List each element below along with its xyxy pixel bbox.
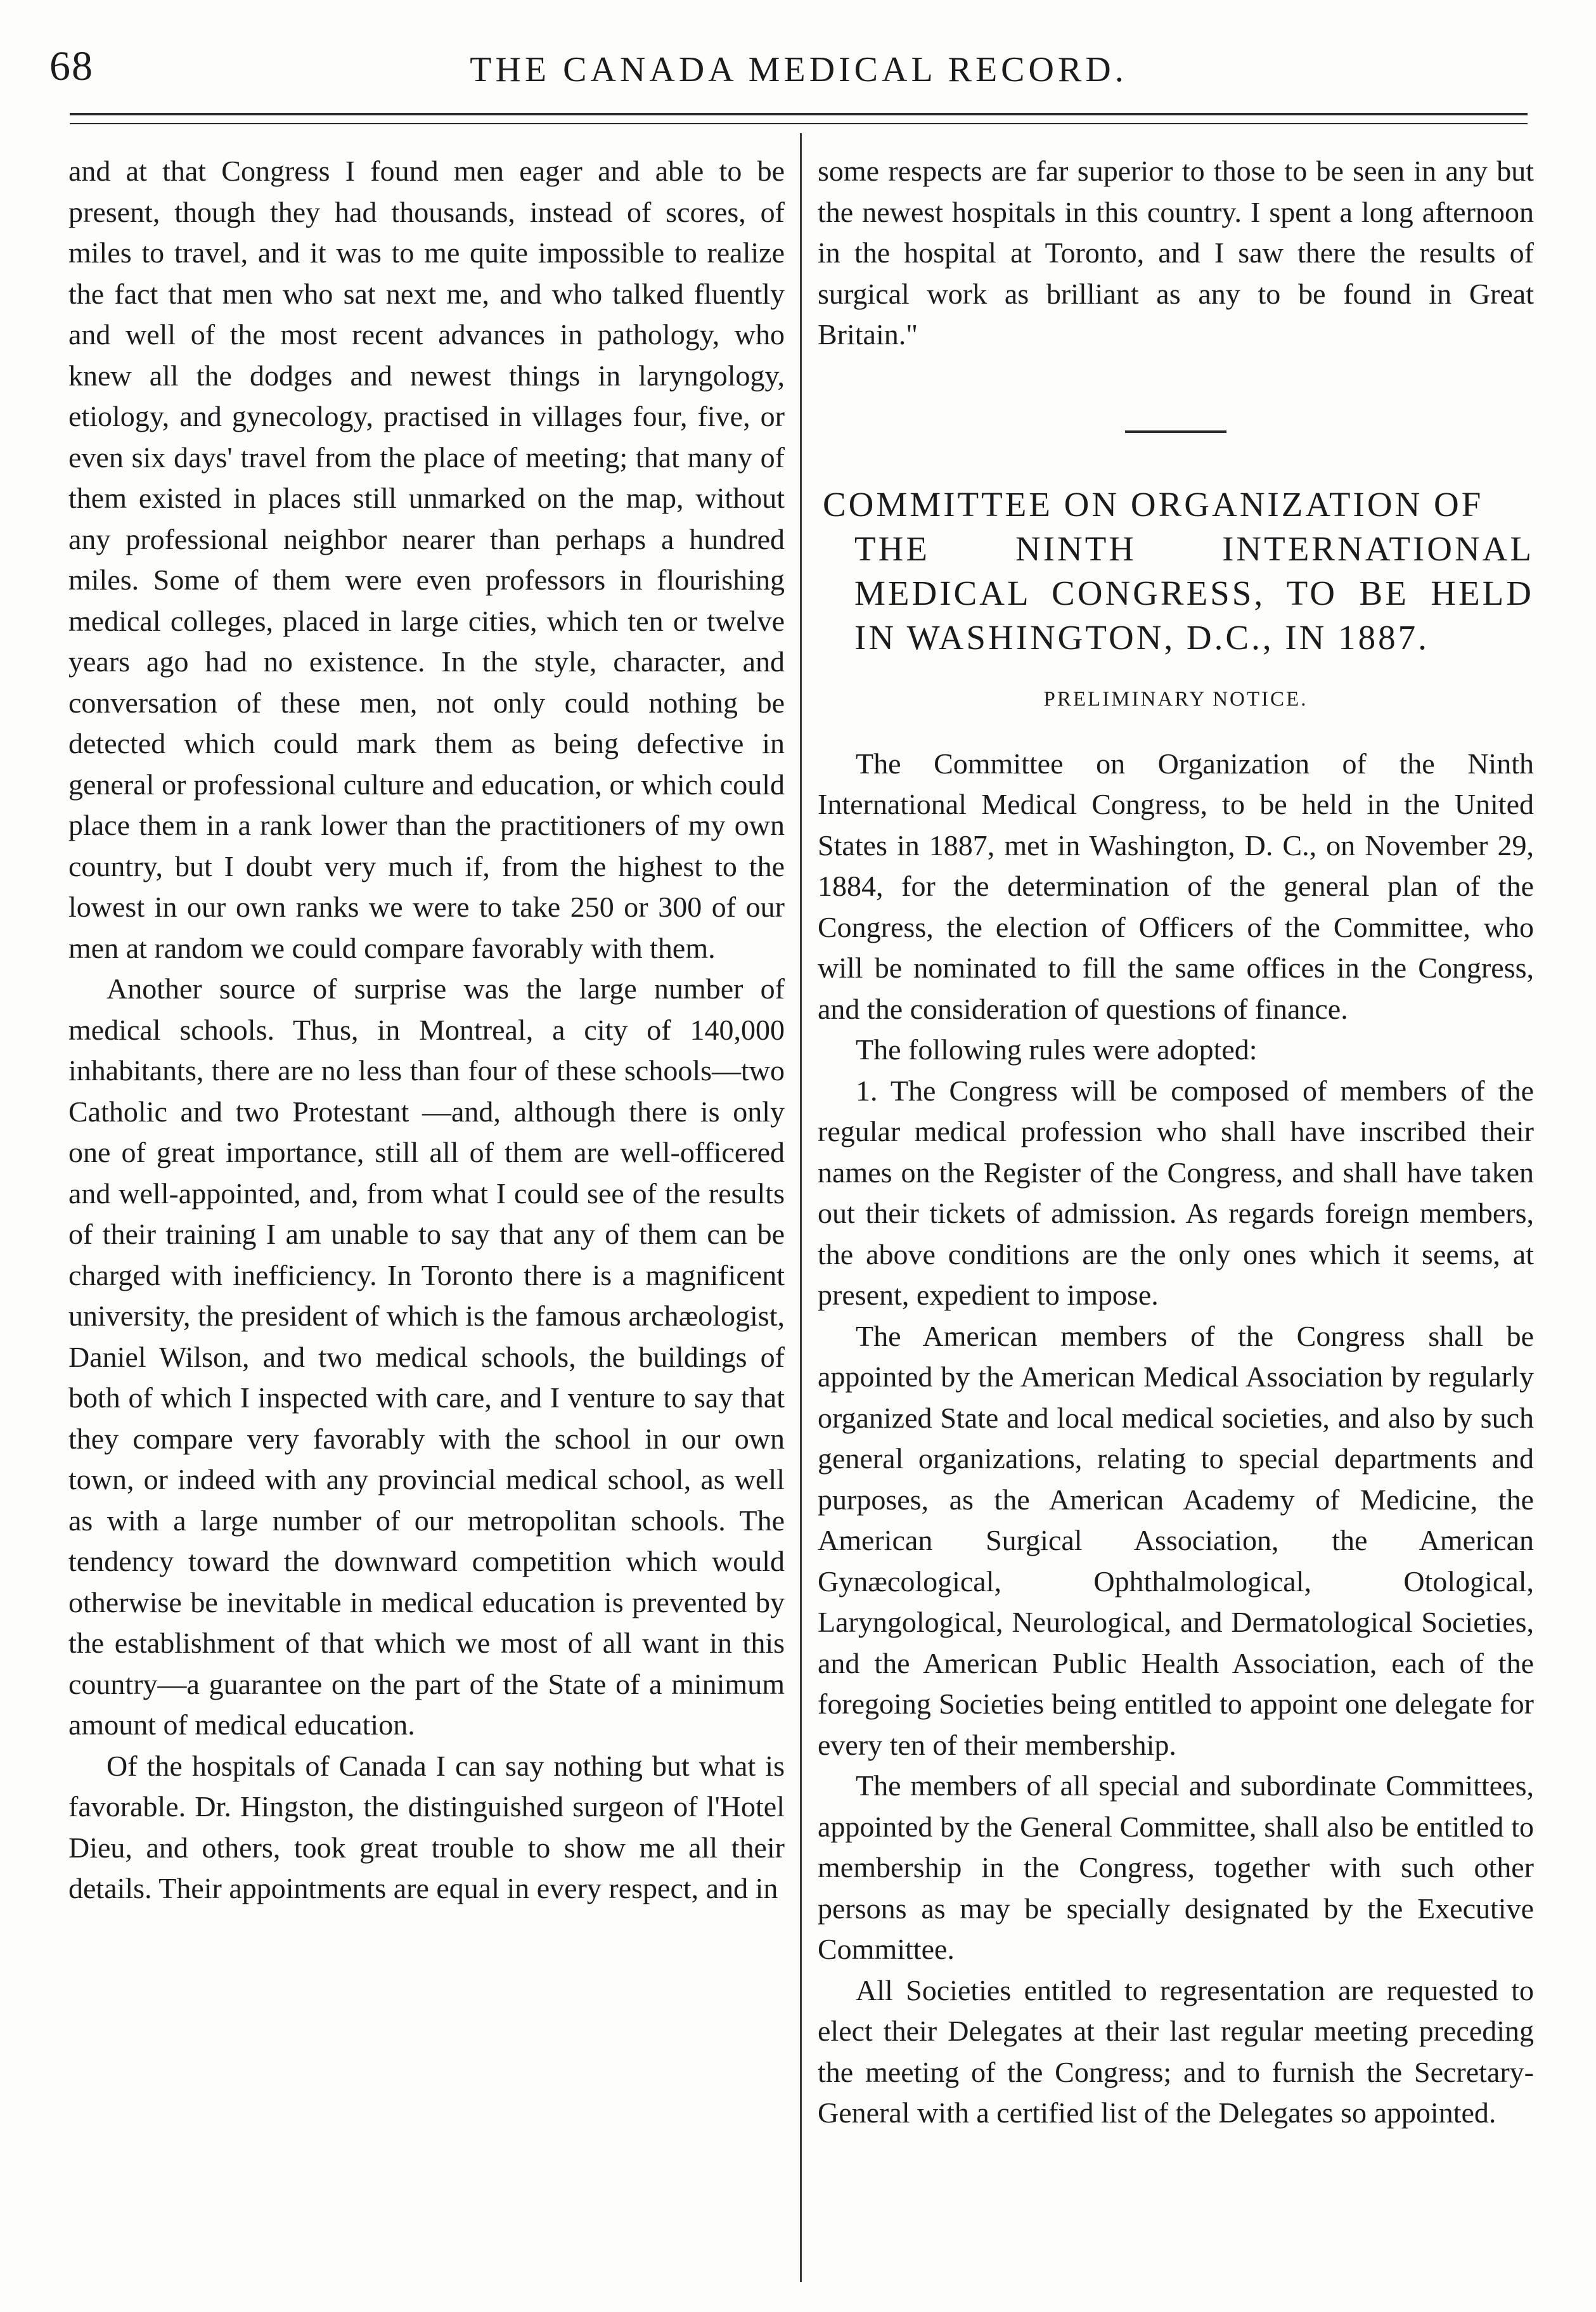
header-rule — [70, 113, 1528, 115]
right-paragraph-7: All Societies entitled to regresentation are requested to elect their Delegates at their last regular meeting preceding the meeting of the Congress; and to furnish the Secretary-General with a certified list of the Delegates so appointed. — [818, 1973, 1534, 2129]
column-divider — [800, 133, 802, 2282]
article-title — [818, 482, 1534, 660]
header-rule-thin — [70, 123, 1528, 124]
article-subtitle — [818, 687, 1534, 712]
section-separator-rule — [1125, 430, 1226, 433]
article-title-line-1: COMMITTEE ON ORGANIZATION OF — [823, 484, 1484, 524]
left-column — [68, 151, 785, 1909]
left-paragraph-3: Of the hospitals of Canada I can say nothing but what is favorable. Dr. Hingston, the distinguished surgeon of l'Hotel Dieu, and others, took great trouble to show me all their details. Their appointments are equal in every respect, and in — [68, 1749, 785, 1904]
preliminary-notice-label: PRELIMINARY NOTICE. — [1043, 687, 1308, 711]
right-paragraph-1: some respects are far superior to those to be seen in any but the newest hospitals in this country. I spent a long afternoon in the hospital at Toronto, and I saw there the results of surgical work as brilliant as any to be found in Great Britain." — [818, 155, 1534, 351]
left-paragraph-2: Another source of surprise was the large number of medical schools. Thus, in Montreal, a city of 140,000 inhabitants, there are no less than four of these schools—two Catholic and two Protestant —and, although there is only one of great importance, still all of them are well-officered and well-appointed, and, from what I could see of the results of their training I am unable to say that any of them can be charged with inefficiency. In Toronto there is a magnificent university, the president of which is the famous archæologist, Daniel Wilson, and two medical schools, the buildings of both of which I inspected with care, and I venture to say that they compare very favorably with the school in our own town, or indeed with any provincial medical school, as well as with a large number of our metropolitan schools. The tendency toward the downward competition which would otherwise be inevitable in medical education is prevented by the establishment of that which we most of all want in this country—a guarantee on the part of the State of a minimum amount of medical education. — [68, 972, 785, 1741]
left-paragraph-1: and at that Congress I found men eager and able to be present, though they had thousands, instead of scores, of miles to travel, and it was to me quite impossible to realize the fact that men who sat next me, and who talked fluently and well of the most recent advances in pathology, who knew all the dodges and newest things in laryngology, etiology, and gynecology, practised in villages four, five, or even six days' travel from the place of meeting; that many of them existed in places still unmarked on the map, without any professional neighbor nearer than perhaps a hundred miles. Some of them were even professors in flourishing medical colleges, placed in large cities, which ten or twelve years ago had no existence. In the style, character, and conversation of these men, not only could nothing be detected which could mark them as being defective in general or professional culture and education, or which could place them in a rank lower than the practitioners of my own country, but I doubt very much if, from the highest to the lowest in our own ranks we were to take 250 or 300 of our men at random we could compare favorably with them. — [68, 155, 785, 964]
running-title: THE CANADA MEDICAL RECORD. — [470, 50, 1128, 89]
page-number: 68 — [49, 43, 94, 89]
right-paragraph-3: The following rules were adopted: — [856, 1033, 1258, 1066]
rule-1-paragraph: 1. The Congress will be composed of members of the regular medical profession who shall have inscribed their names on the Register of the Congress, and shall have taken out their tickets of admission. As regards foreign members, the above conditions are the only ones which it seems, at present, expedient to impose. — [818, 1074, 1534, 1311]
right-column — [818, 151, 1534, 2134]
right-paragraph-2: The Committee on Organization of the Ninth International Medical Congress, to be held in the United States in 1887, met in Washington, D. C., on November 29, 1884, for the determination of the general plan of the Congress, the election of Officers of the Committee, who will be nominated to fill the same offices in the Congress, and the consideration of questions of finance. — [818, 747, 1534, 1025]
article-title-continuation: THE NINTH INTERNATIONAL MEDICAL CONGRESS, TO BE HELD IN WASHINGTON, D.C., IN 1887. — [854, 529, 1534, 657]
right-paragraph-6: The members of all special and subordinate Committees, appointed by the General Committee, shall also be entitled to membership in the Congress, together with such other persons as may be specially designated by the Executive Committee. — [818, 1769, 1534, 1965]
right-paragraph-5: The American members of the Congress shall be appointed by the American Medical Association by regularly organized State and local medical societies, and also by such general organizations, relating to special departments and purposes, as the American Academy of Medicine, the American Surgical Association, the American Gynæcological, Ophthalmological, Otological, Laryngological, Neurological, and Dermatological Societies, and the American Public Health Association, each of the foregoing Societies being entitled to appoint one delegate for every ten of their membership. — [818, 1319, 1534, 1761]
